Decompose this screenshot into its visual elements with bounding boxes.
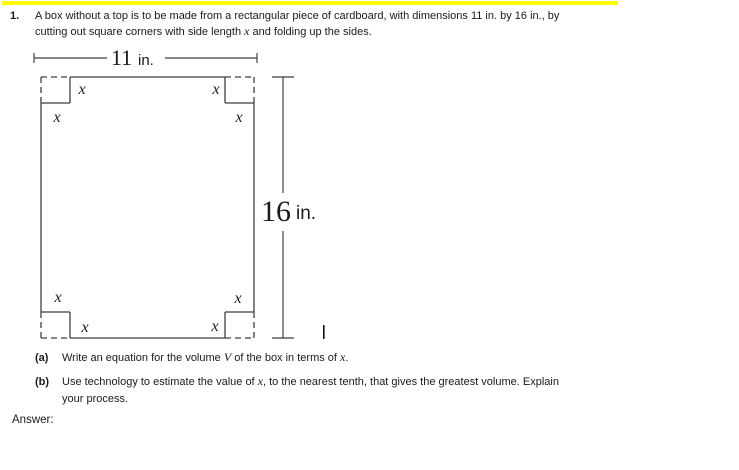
height-value: 16 xyxy=(261,195,291,228)
corner-x-label-tr-side: x xyxy=(235,109,243,126)
part-b-text: Use technology to estimate the value of x, to the nearest tenth, that gives the greatest volume. Explain xyxy=(62,374,559,388)
answer-label: Answer: xyxy=(12,414,54,426)
height-unit: in. xyxy=(296,203,317,224)
corner-x-label-br-bottom: x xyxy=(211,318,219,335)
width-value: 11 xyxy=(111,45,133,70)
variable-V: V xyxy=(223,350,232,364)
corner-x-label-tl-side: x xyxy=(53,109,61,126)
cardboard-solid-edges xyxy=(41,77,254,338)
part-a-label: (a) xyxy=(35,352,49,364)
part-b-text-line2: your process. xyxy=(62,393,129,405)
problem-statement xyxy=(35,9,725,40)
part-a-text: Write an equation for the volume V of the box in terms of x. xyxy=(62,350,349,364)
width-dimension xyxy=(34,45,257,70)
height-dimension xyxy=(261,77,316,338)
corner-x-label-bl-side: x xyxy=(54,289,62,306)
part-b xyxy=(35,374,685,407)
yellow-highlight-bar xyxy=(2,1,618,5)
variable-x: x xyxy=(257,374,263,388)
corner-x-label-br-side: x xyxy=(234,290,242,307)
statement-line2: cutting out square corners with side length x and folding up the sides. xyxy=(35,24,372,38)
problem-number: 1. xyxy=(10,10,20,22)
corner-x-label-bl-bottom: x xyxy=(81,319,89,336)
variable-x: x xyxy=(340,350,346,364)
corner-x-label-tl-top: x xyxy=(78,81,86,98)
corner-x-label-tr-top: x xyxy=(212,81,220,98)
part-b-label: (b) xyxy=(35,376,50,388)
statement-line1: A box without a top is to be made from a rectangular piece of cardboard, with dimensions 11 in. by 16 in., by xyxy=(35,10,560,22)
cut-corner-dashed-edges xyxy=(41,77,254,338)
part-a xyxy=(35,350,685,366)
variable-x: x xyxy=(244,24,250,38)
width-unit: in. xyxy=(138,52,154,69)
text-cursor xyxy=(323,325,325,339)
box-net-diagram xyxy=(0,45,345,345)
